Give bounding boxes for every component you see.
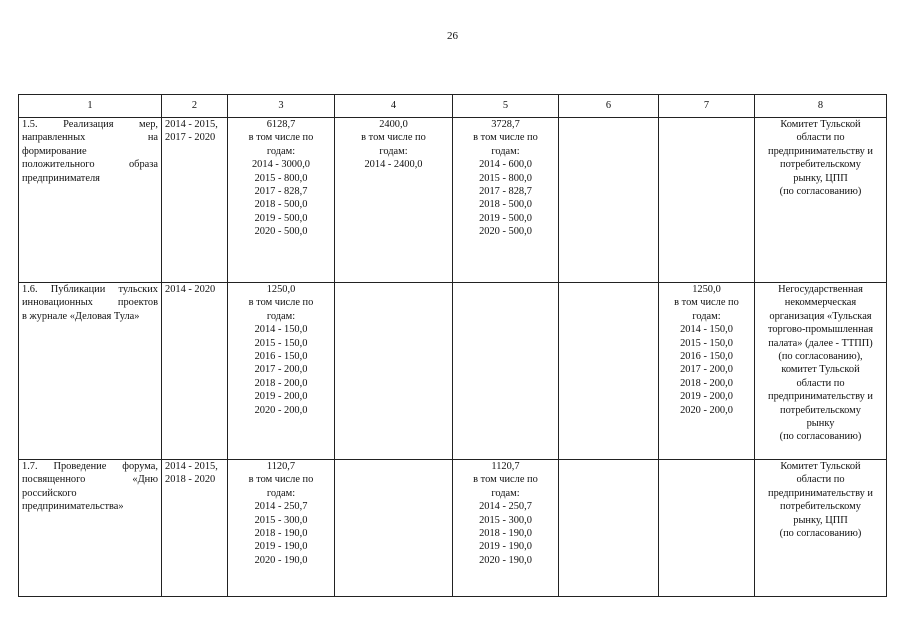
- column-header: 4: [335, 95, 453, 118]
- cell-line: 2020 - 200,0: [254, 404, 308, 416]
- cell-line: некоммерческая: [784, 297, 857, 309]
- cell-line: в том числе по: [248, 297, 314, 309]
- cell-line: (по согласованию): [779, 186, 862, 198]
- cell-line: Комитет Тульской: [780, 119, 861, 130]
- cell-line: 2014 - 150,0: [680, 324, 733, 336]
- cell-line: потребительскому: [780, 501, 861, 513]
- funding-col5-cell: [453, 283, 559, 460]
- cell-line: в журнале «Деловая Тула»: [22, 310, 140, 322]
- total-funding-cell: [228, 283, 335, 460]
- cell-line: годам:: [266, 310, 296, 322]
- cell-line: 2020 - 500,0: [254, 226, 308, 238]
- cell-line: 2019 - 200,0: [680, 391, 733, 403]
- cell-line: 1120,7: [491, 461, 520, 472]
- cell-line: 2015 - 300,0: [254, 514, 308, 526]
- program-table: [18, 94, 887, 597]
- page-number: 26: [447, 30, 458, 42]
- cell-line: 2015 - 300,0: [479, 514, 532, 526]
- cell-line: годам:: [491, 487, 520, 499]
- cell-line: 2020 - 190,0: [479, 554, 532, 566]
- cell-line: 2018 - 500,0: [479, 199, 532, 211]
- cell-line: 2018 - 190,0: [254, 528, 308, 540]
- cell-line: предпринимательству и: [768, 487, 873, 499]
- cell-line: 2016 - 150,0: [254, 351, 308, 363]
- cell-line: области по: [796, 474, 845, 486]
- cell-line: 2019 - 200,0: [254, 391, 308, 403]
- column-header: 7: [659, 95, 755, 118]
- total-funding-cell: [228, 460, 335, 597]
- period-cell: [162, 460, 228, 597]
- column-header: 6: [559, 95, 659, 118]
- cell-line: 1120,7: [266, 461, 296, 472]
- period-cell: [162, 283, 228, 460]
- cell-line: 2017 - 200,0: [254, 364, 308, 376]
- cell-line: организация «Тульская: [769, 310, 872, 322]
- cell-line: 2014 - 250,7: [479, 501, 532, 513]
- cell-line: 2018 - 200,0: [254, 377, 308, 389]
- cell-line: 2017 - 828,7: [479, 186, 532, 198]
- cell-line: в том числе по: [674, 297, 739, 309]
- cell-line: формирование: [22, 145, 87, 157]
- cell-line: 2400,0: [379, 119, 408, 130]
- cell-line: российского: [22, 487, 77, 499]
- cell-line: годам:: [692, 310, 721, 322]
- cell-line: направленных на: [22, 132, 158, 144]
- cell-line: 2015 - 150,0: [680, 337, 733, 349]
- funding-col6-cell: [559, 460, 659, 597]
- cell-line: 2020 - 500,0: [479, 226, 532, 238]
- column-header: 5: [453, 95, 559, 118]
- cell-line: инновационных проектов: [22, 297, 158, 309]
- cell-line: годам:: [266, 145, 296, 157]
- cell-line: 1250,0: [692, 284, 721, 295]
- executor-cell: [755, 283, 887, 460]
- cell-line: рынку, ЦПП: [793, 514, 848, 526]
- cell-line: в том числе по: [361, 132, 426, 144]
- cell-line: рынку: [806, 418, 835, 430]
- cell-line: области по: [796, 132, 845, 144]
- funding-col5-cell: [453, 118, 559, 283]
- cell-line: в том числе по: [248, 474, 314, 486]
- executor-cell: [755, 118, 887, 283]
- cell-line: предпринимательству и: [768, 145, 873, 157]
- cell-line: в том числе по: [473, 474, 538, 486]
- cell-line: 2019 - 190,0: [479, 541, 532, 553]
- cell-line: положительного образа: [22, 159, 158, 171]
- cell-line: 2018 - 190,0: [479, 528, 532, 540]
- cell-line: 2017 - 828,7: [254, 186, 308, 198]
- cell-line: предпринимателя: [22, 172, 100, 184]
- column-header: 2: [162, 95, 228, 118]
- cell-line: 2015 - 800,0: [254, 172, 308, 184]
- cell-line: 2017 - 2020: [165, 132, 216, 144]
- cell-line: 2018 - 500,0: [254, 199, 308, 211]
- period-cell: [162, 118, 228, 283]
- funding-col7-cell: [659, 118, 755, 283]
- cell-line: в том числе по: [473, 132, 538, 144]
- cell-line: 2014 - 600,0: [479, 159, 532, 171]
- funding-col7-cell: [659, 283, 755, 460]
- cell-line: годам:: [266, 487, 296, 499]
- table-row: [19, 460, 887, 597]
- cell-line: 6128,7: [266, 119, 296, 130]
- column-header: 1: [19, 95, 162, 118]
- funding-col7-cell: [659, 460, 755, 597]
- cell-line: 2020 - 200,0: [680, 404, 733, 416]
- header-row: [19, 95, 887, 118]
- cell-line: 2019 - 500,0: [254, 212, 308, 224]
- column-header: 3: [228, 95, 335, 118]
- cell-line: годам:: [491, 145, 520, 157]
- cell-line: годам:: [379, 145, 408, 157]
- cell-line: 2014 - 250,7: [254, 501, 308, 513]
- cell-line: (по согласованию),: [778, 351, 863, 363]
- cell-line: предпринимательству и: [768, 391, 873, 403]
- cell-line: 2016 - 150,0: [680, 351, 733, 363]
- activity-cell: [19, 118, 162, 283]
- cell-line: потребительскому: [780, 404, 861, 416]
- cell-line: предпринимательства»: [22, 501, 124, 513]
- funding-col4-cell: [335, 460, 453, 597]
- cell-line: 2019 - 500,0: [479, 212, 532, 224]
- cell-line: 2015 - 150,0: [254, 337, 308, 349]
- cell-line: (по согласованию): [779, 431, 862, 443]
- cell-line: рынку, ЦПП: [793, 172, 848, 184]
- cell-line: 1.7. Проведение форума,: [22, 461, 158, 472]
- cell-line: потребительскому: [780, 159, 861, 171]
- cell-line: Негосударственная: [778, 284, 863, 295]
- executor-cell: [755, 460, 887, 597]
- cell-line: палата» (далее - ТТПП): [768, 337, 873, 349]
- column-header: 8: [755, 95, 887, 118]
- cell-line: 1.6. Публикации тульских: [22, 284, 158, 295]
- funding-col6-cell: [559, 283, 659, 460]
- cell-line: (по согласованию): [779, 528, 862, 540]
- funding-col6-cell: [559, 118, 659, 283]
- cell-line: 2014 - 150,0: [254, 324, 308, 336]
- cell-line: 2018 - 200,0: [680, 377, 733, 389]
- cell-line: 1.5. Реализация мер,: [22, 119, 158, 130]
- cell-line: 2015 - 800,0: [479, 172, 532, 184]
- cell-line: 2014 - 2015,: [165, 461, 218, 472]
- cell-line: 2017 - 200,0: [680, 364, 733, 376]
- cell-line: 2014 - 3000,0: [251, 159, 310, 171]
- cell-line: 2018 - 2020: [165, 474, 216, 486]
- total-funding-cell: [228, 118, 335, 283]
- cell-line: Комитет Тульской: [780, 461, 861, 472]
- cell-line: 2014 - 2020: [165, 284, 216, 295]
- table-row: [19, 118, 887, 283]
- cell-line: 2014 - 2015,: [165, 119, 218, 130]
- cell-line: комитет Тульской: [781, 364, 860, 376]
- cell-line: посвященного «Дню: [22, 474, 158, 486]
- cell-line: области по: [796, 377, 845, 389]
- funding-col5-cell: [453, 460, 559, 597]
- cell-line: 3728,7: [491, 119, 520, 130]
- cell-line: 2014 - 2400,0: [364, 159, 423, 171]
- funding-col4-cell: [335, 283, 453, 460]
- funding-col4-cell: [335, 118, 453, 283]
- cell-line: торгово-промышленная: [767, 324, 874, 336]
- cell-line: 2020 - 190,0: [254, 554, 308, 566]
- cell-line: 1250,0: [266, 284, 296, 295]
- table-row: [19, 283, 887, 460]
- cell-line: в том числе по: [248, 132, 314, 144]
- cell-line: 2019 - 190,0: [254, 541, 308, 553]
- activity-cell: [19, 460, 162, 597]
- activity-cell: [19, 283, 162, 460]
